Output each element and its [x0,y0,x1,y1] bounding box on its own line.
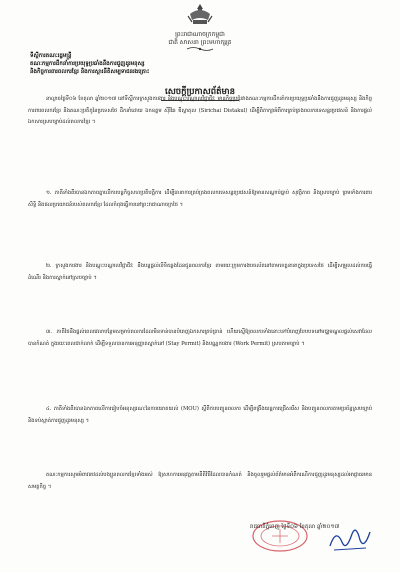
paragraph-intro [28,94,372,129]
paragraph: នាល្ងាចថ្ងៃទី០៦ ខែតុលា ឆ្នាំ២០១៧ នៅទីស្ដីការក្រសួងការងារ និងបណ្ដុះបណ្ដាលវិជ្ជាជីវៈ មានកិច្ចប្រជុំរវាងគណៈកម្មការដឹកនាំការប្រយុទ្ធប្រឆាំងនឹងការជួញដូរមនុស្ស និងកិច្ចការពារពលករខ្មែរ និងគណៈប្រតិភូនៃប្រទេសថៃ ដឹកនាំដោយ ឯកឧត្ដម ស៊ីរិឆៃ ឌីស្ដាគុល (Sirichai Distakul) ដើម្បីពិភាក្សាអំពីការគ្រប់គ្រងពលករទេសន្ដរប្រវេសន៍ និងការផ្ដល់ឯកសារស្របច្បាប់ដល់ពលករខ្មែរ ។ [28,96,372,125]
paragraph-item-1 [28,188,372,211]
document-title: សេចក្ដីប្រកាសព័ត៌មាន [161,87,239,101]
paragraph-item-4 [28,404,372,427]
paragraph: គណៈកម្មការសូមអំពាវនាវដល់បងប្អូនពលករខ្មែរទាំងអស់ ឱ្យសហការអនុវត្តតាមនីតិវិធីដែលបានកំណត់ និងចូលរួមផ្ដល់ព័ត៌មានអំពីករណីការជួញដូរមនុស្សដល់អាជ្ញាធរមានសមត្ថកិច្ច ។ [28,472,372,490]
handwritten-signature-icon [326,520,374,558]
paragraph-item-3 [28,327,372,350]
paragraph-closing [28,470,372,493]
issuer-line-3: និងកិច្ចការពារពលករខ្មែរ និងការស្ដារនីតិសម្បទាជនរងគ្រោះ [30,69,150,75]
issuer-block [30,52,149,76]
paragraph: ១. ភាគីទាំងពីរបានឯកភាពគ្នាលើការបន្តកិច្ចសហប្រតិបត្តិការ ដើម្បីធានាការគ្រប់គ្រងពលករទេសន្ដរប្រវេសន៍ឱ្យមានសណ្ដាប់ធ្នាប់ សុវត្ថិភាព និងស្របច្បាប់ ព្រមទាំងការពារសិទ្ធិ និងផលប្រយោជន៍របស់ពលករខ្មែរ ដែលកំពុងធ្វើការនៅព្រះរាជាណាចក្រថៃ ។ [28,190,372,208]
kingdom-motto: ជាតិ សាសនា ព្រះមហាក្សត្រ [168,39,232,46]
issuer-line-1: ទីស្ដីការគណៈរដ្ឋមន្ត្រី [30,53,72,59]
paragraph: ២. ក្រសួងការងារ និងបណ្ដុះបណ្ដាលវិជ្ជាជីវៈ នឹងបន្តផ្ដល់លិខិតឆ្លងដែនជូនពលករខ្មែរ តាមរយៈក្រុមការងារចល័តនៅតាមខេត្តនានាក្នុងប្រទេសថៃ ដើម្បីសម្រួលដល់ការធ្វើដំណើរ និងការស្នាក់នៅស្របច្បាប់ ។ [28,263,372,281]
kingdom-title: ព្រះរាជាណាចក្រកម្ពុជា [175,31,225,38]
paragraph-item-2 [28,261,372,284]
date-place-line: រាជធានីភ្នំពេញ ថ្ងៃទី០៦ ខែតុលា ឆ្នាំ២០១៧ [250,524,340,530]
paragraph: ៣. ភាគីថៃនឹងផ្ដល់ពេលវេលាបន្ថែមសម្រាប់ពលករដែលមិនទាន់បានបំពេញឯកសារគ្រប់គ្រាន់ ហើយស្នើឱ្យពលករទាំងនោះទៅបំពេញបែបបទនៅមជ្ឈមណ្ឌលផ្ដល់សេវាដែលបានកំណត់ ក្នុងរយៈពេលជាក់លាក់ ដើម្បីទទួលបានការអនុញ្ញាតស្នាក់នៅ (Stay Permit) និងបណ្ណការងារ (Work Permit) ស្របតាមច្បាប់ ។ [28,329,372,347]
issuer-line-2: គណៈកម្មការដឹកនាំការប្រយុទ្ធប្រឆាំងនឹងការជួញដូរមនុស្ស [30,61,145,67]
ornament-divider-icon [186,46,214,52]
royal-emblem-icon [184,2,216,28]
paragraph: ៤. ភាគីទាំងពីរបានឯកភាពលើការរៀបចំអនុស្សរណៈនៃការយោគយល់ (MOU) ស្ដីពីការបញ្ជូនពលករ ដើម្បីពង្រឹងយន្តការជ្រើសរើស និងបញ្ជូនពលករតាមប្រព័ន្ធស្របច្បាប់ និងទប់ស្កាត់ការជួញដូរមនុស្ស ។ [28,406,372,424]
